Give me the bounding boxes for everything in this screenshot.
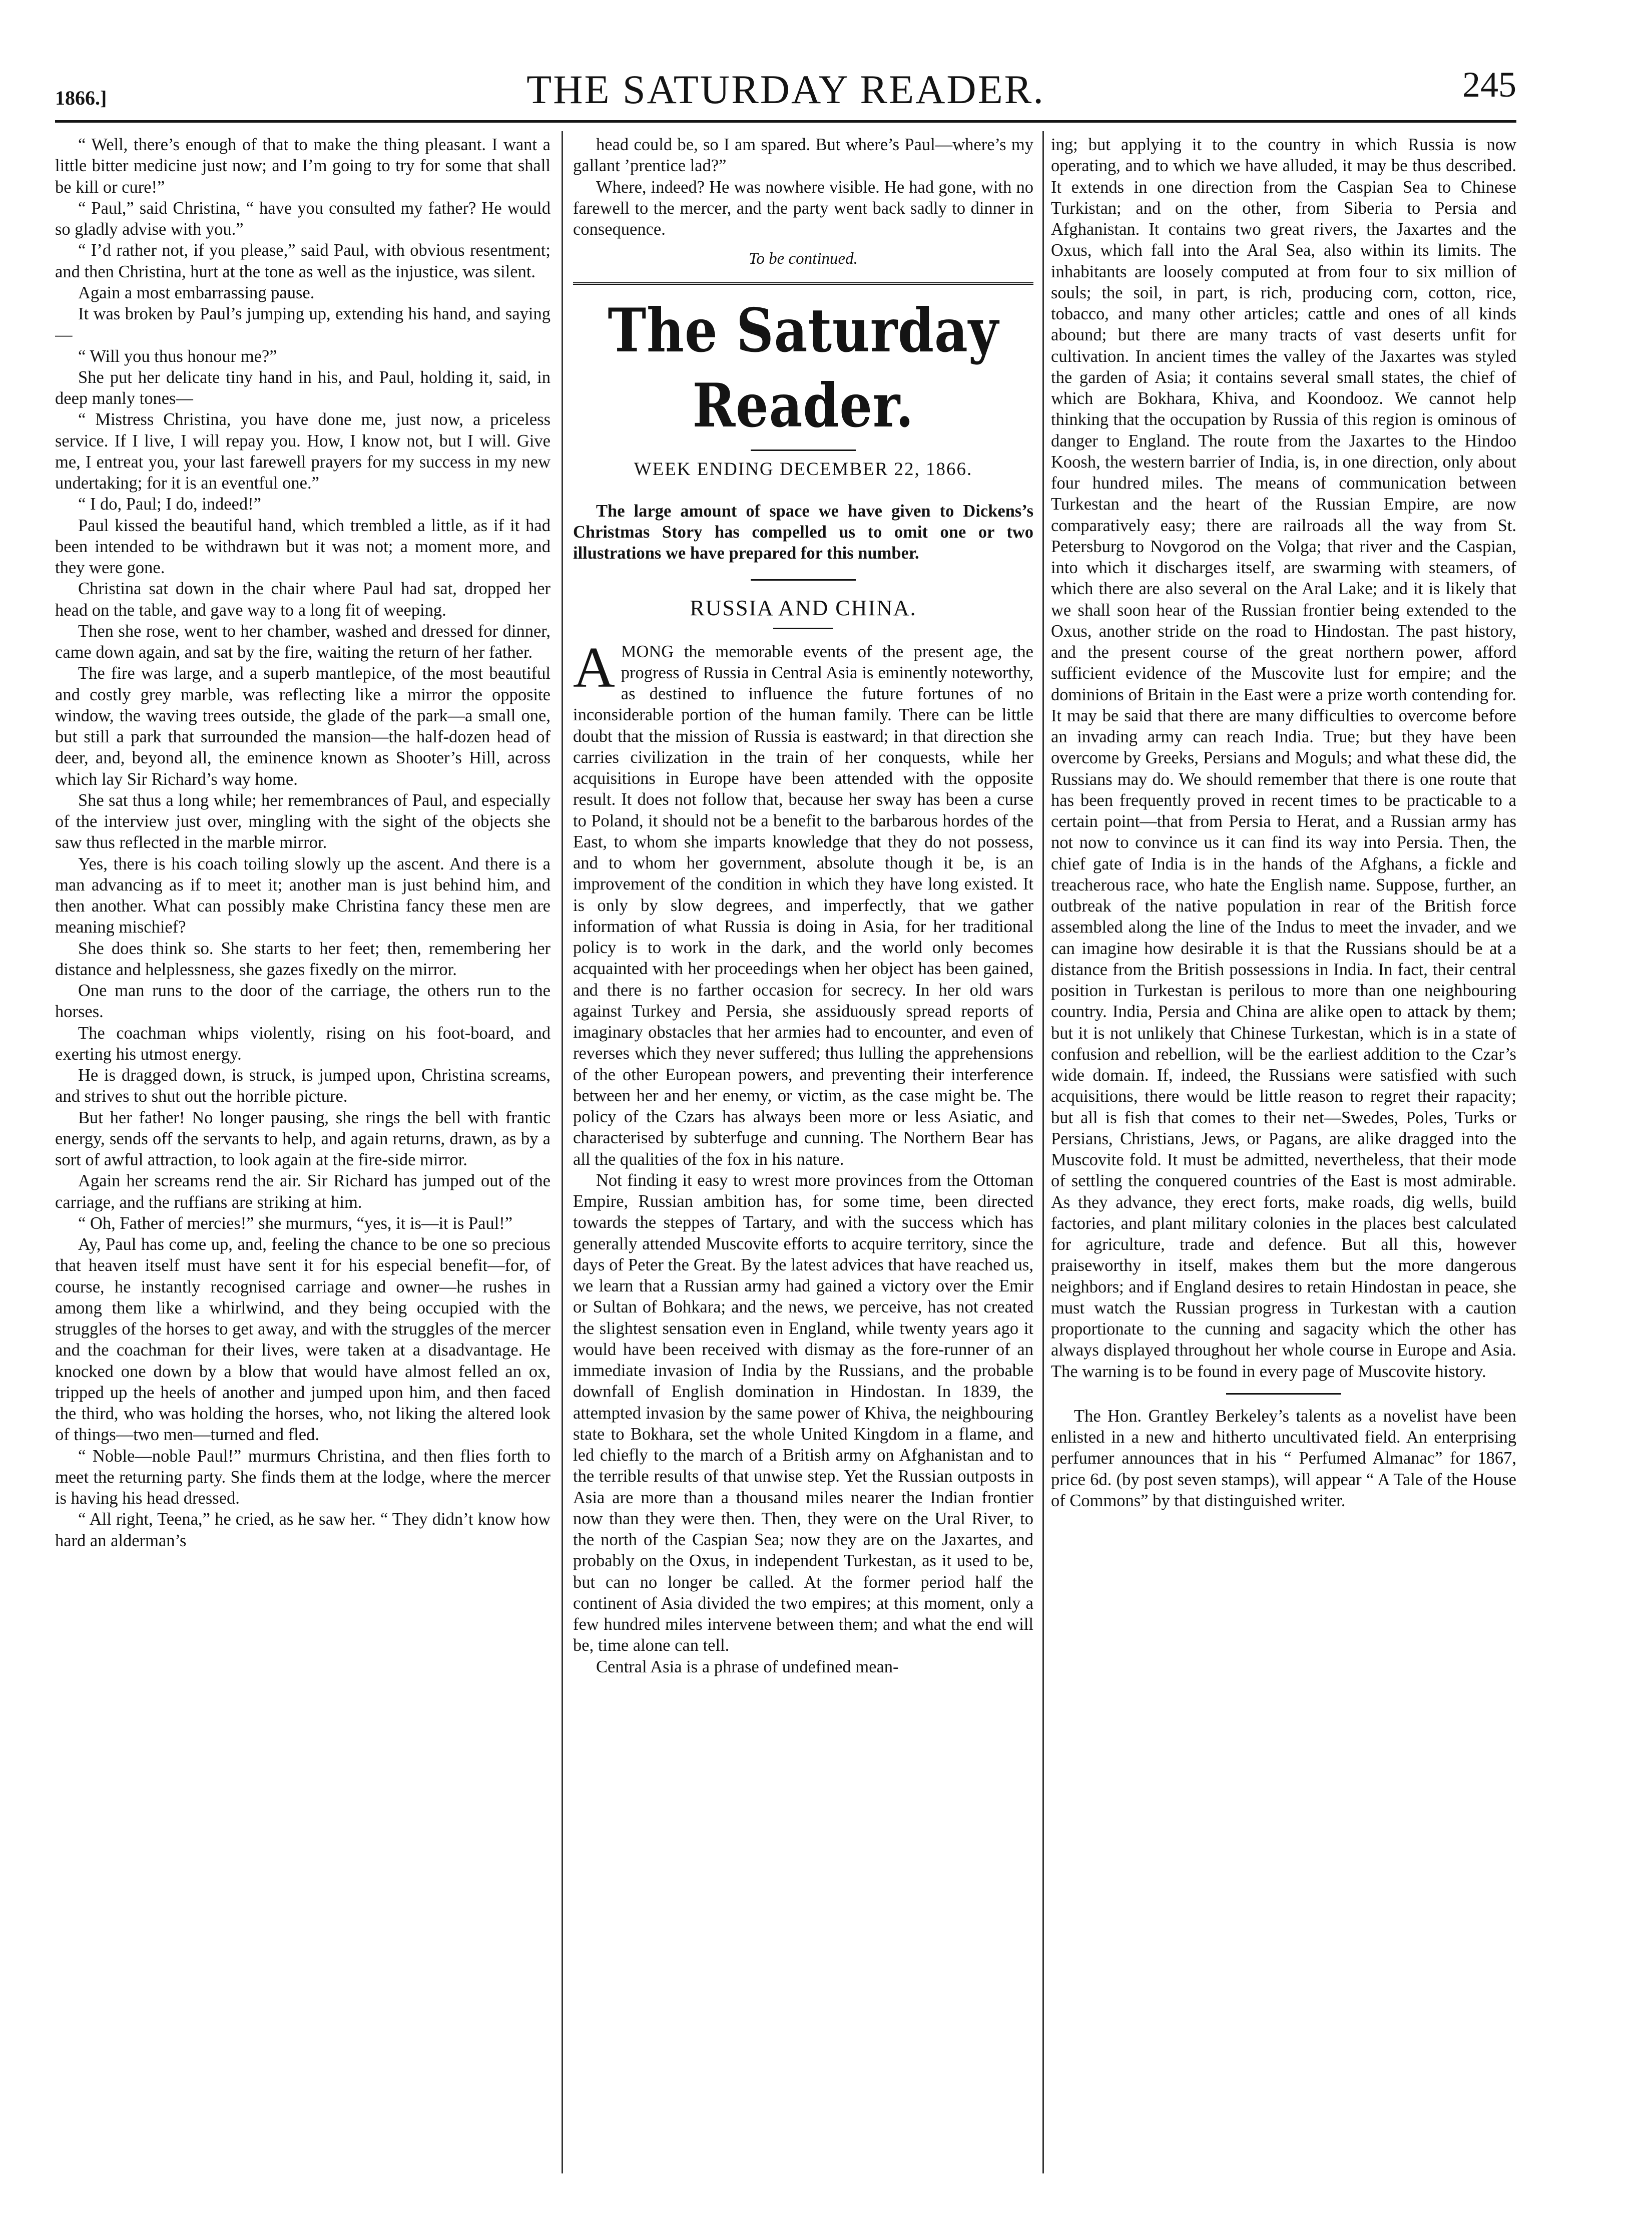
story-paragraph: One man runs to the door of the carriage, the others run to the horses. — [55, 981, 550, 1022]
column-divider — [562, 131, 563, 2173]
story-paragraph: Christina sat down in the chair where Paul had sat, dropped her head on the table, and gave way to a long fit of weeping. — [55, 579, 550, 620]
story-paragraph: It was broken by Paul’s jumping up, extending his hand, and saying— — [55, 304, 550, 345]
story-paragraph: “ Oh, Father of mercies!” she murmurs, “yes, it is—it is Paul!” — [78, 1213, 513, 1233]
section-rule — [751, 579, 856, 581]
publication-title: THE SATURDAY READER. — [526, 67, 1045, 112]
story-paragraph: She does think so. She starts to her feet; then, remembering her distance and helplessness, she gazes fixedly on the mirror. — [55, 939, 550, 979]
issue-year: 1866.] — [55, 87, 107, 109]
literary-note: The Hon. Grantley Berkeley’s talents as a novelist have been enlisted in a new and hitherto uncultivated field. An enterprising perfumer announces that in his “ Perfumed Almanac” for 1867, price 6d. (by post seven stamps), will appear “ A Tale of the House of Commons” by that distinguished writer. — [1051, 1406, 1516, 1510]
notice-text: The large amount of space we have given to Dickens’s Christmas Story has compelled us to omit one or two illustrations we have prepared for this number. — [573, 501, 1033, 563]
running-head — [55, 60, 1516, 115]
story-paragraph: “ I do, Paul; I do, indeed!” — [78, 495, 261, 514]
story-paragraph: The coachman whips violently, rising on his foot-board, and exerting his utmost energy. — [55, 1023, 550, 1064]
masthead-underline — [751, 450, 856, 451]
story-paragraph: “ Well, there’s enough of that to make the thing pleasant. I want a little bitter medicine just now; and I’m going to try for some that shall be kill or cure!” — [55, 135, 550, 197]
article-paragraph: ing; but applying it to the country in which Russia is now operating, and to which we have alluded, it may be thus described. It extends in one direction from the Caspian Sea to Chinese Turkistan; and on the other, from Siberia to Persia and Afghanistan. It contains two great rivers, the Jaxartes and the Oxus, which fall into the Aral Sea, also within its limits. The inhabitants are loosely computed at from four to six million of souls; the soil, in part, is rich, producing corn, cotton, rice, tobacco, and many other articles; cattle and ones of all kinds abound; but there are many tracts of vast deserts unfit for cultivation. In ancient times the valley of the Jaxartes was styled the garden of Asia; it contains several small states, the chief of which are Bokhara, Khiva, and Koondooz. We cannot help thinking that the occupation by Russia of this region is ominous of danger to England. The route from the Jaxartes to the Hindoo Koosh, the western barrier of India, is, in one direction, only about four hundred miles. The means of communication between Turkestan and the heart of the Russian Empire, are now comparatively easy; there are railroads all the way from St. Petersburg to Novgorod on the Volga; that river and the Caspian, into which it discharges itself, are swarming with steamers, of which there are also several on the Aral Lake; and it is likely that we shall soon hear of the Russian frontier being extended to the Oxus, another stride on the road to Hindostan. The past history, and the present course of the great northern power, afford sufficient evidence of the Muscovite lust for empire; and the dominions of Britain in the East were a prize worth contending for. It may be said that there are many difficulties to overcome before an invading army can reach India. True; but they have been overcome by Greeks, Persians and Moguls; and what these did, the Russians may do. We should remember that there is one route that has been frequently proved in recent times to be practicable to a certain point—that from Persia to Herat, and a Russian army has not now to convince us it can find its way into Persia. Then, the chief gate of India is in the hands of the Afghans, a fickle and treacherous race, who hate the English name. Suppose, further, an outbreak of the native population in rear of the British force assembled along the line of the Indus to meet the invader, and we can imagine how desirable it is that the Russians should be at a distance from the British possessions in India. In fact, their central position in Turkestan is perilous to more than one neighbouring country. India, Persia and China are alike open to attack by them; but it is not unlikely that Chinese Turkestan, which is in a state of confusion and rebellion, will be the earliest addition to the Czar’s wide domain. If, indeed, the Russians were satisfied with such acquisitions, there would be little reason to regret their rapacity; but all is fish that comes to their net—Swedes, Poles, Turks or Persians, Christians, Jews, or Pagans, are alike dragged into the Muscovite fold. It must be admitted, nevertheless, that their mode of settling the conquered countries of the East is most admirable. As they advance, they erect forts, make roads, dig wells, build factories, and plant military colonies in the places best calculated for agriculture, trade and defence. But all this, however praiseworthy in itself, makes them but the more dangerous neighbors; and if England desires to retain Hindostan in peace, she must watch the Russian progress in Turkestan with a caution proportionate to the cunning and sagacity which the other has always displayed throughout her whole course in Europe and Asia. The warning is to be found in every page of Muscovite history. — [1051, 135, 1516, 1381]
story-paragraph: But her father! No longer pausing, she rings the bell with frantic energy, sends off the servants to help, and again returns, drawn, as by a sort of awful attraction, to look again at the fire-side mirror. — [55, 1108, 550, 1169]
story-paragraph: She sat thus a long while; her remembrances of Paul, and especially of the interview just over, mingling with the sight of the objects she saw thus reflected in the marble mirror. — [55, 790, 550, 852]
story-paragraph: “ Mistress Christina, you have done me, just now, a priceless service. If I live, I will repay you. How, I know not, but I will. Give me, I entreat you, your last farewell prayers for my success in my new undertaking; for it is an eventful one.” — [55, 410, 550, 493]
column-right — [1051, 134, 1516, 2176]
story-paragraph: He is dragged down, is struck, is jumped upon, Christina screams, and strives to shut out the horrible picture. — [55, 1066, 550, 1106]
story-paragraph: Again her screams rend the air. Sir Richard has jumped out of the carriage, and the ruffians are striking at him. — [55, 1171, 550, 1212]
page-number: 245 — [1462, 65, 1516, 105]
column-middle — [573, 134, 1033, 2176]
story-paragraph: Paul kissed the beautiful hand, which trembled a little, as if it had been intended to be withdrawn but it was not; a moment more, and they were gone. — [55, 516, 550, 577]
story-paragraph: “ Noble—noble Paul!” murmurs Christina, and then flies forth to meet the returning party. She finds them at the lodge, where the mercer is having his head dressed. — [55, 1446, 550, 1508]
story-paragraph: Again a most embarrassing pause. — [78, 283, 315, 302]
editorial-notice — [573, 501, 1033, 564]
article-paragraph: Not finding it easy to wrest more provinces from the Ottoman Empire, Russian ambition has, for some time, been directed towards the steppes of Tartary, and with the success which has generally attended Muscovite efforts to acquire territory, since the days of Peter the Great. By the latest advices that have reached us, we learn that a Russian army had gained a victory over the Emir or Sultan of Bohkara; and the news, we perceive, has not created the slightest sensation even in England, while twenty years ago it would have been received with dismay as the fore-runner of an immediate invasion of India by the Russians, and the probable downfall of English domination in Hindostan. In 1839, the attempted invasion by the same power of Khiva, the neighbouring state to Bokhara, set the whole United Kingdom in a flame, and led chiefly to the march of a British army on Afghanistan and to the terrible results of that unwise step. Yet the Russian outposts in Asia are more than a thousand miles nearer the Indian frontier now than they were then. Then, they were on the Ural River, to the north of the Caspian Sea; now they are on the Jaxartes, and probably on the Oxus, in independent Turkestan, as it used to be, but can no longer be called. At the former period half the continent of Asia divided the two empires; at this moment, only a few hundred miles intervene between them; and what the end will be, time alone can tell. — [573, 1170, 1033, 1655]
story-paragraph: “ I’d rather not, if you please,” said Paul, with obvious resentment; and then Christina, hurt at the tone as well as the injustice, was silent. — [55, 241, 550, 281]
story-paragraph: Then she rose, went to her chamber, washed and dressed for dinner, came down again, and sat by the fire, waiting the return of her father. — [55, 621, 550, 662]
drop-cap: A — [573, 635, 615, 700]
story-paragraph: Yes, there is his coach toiling slowly up the ascent. And there is a man advancing as if to meet it; another man is just behind him, and then another. What can possibly make Christina fancy these men are meaning mischief? — [55, 854, 550, 937]
story-paragraph: She put her delicate tiny hand in his, and Paul, holding it, said, in deep manly tones— — [55, 367, 550, 408]
lead-text: MONG the memorable events of the present age, the progress of Russia in Central Asia is eminently noteworthy, as destined to influence the future fortunes of no inconsiderable portion of the human family. There can be little doubt that the mission of Russia is eastward; in that direction she carries civilization in the train of her conquests, while her acquisitions in Europe have been attended with the opposite result. It does not follow that, because her sway has been a curse to Poland, it should not be a benefit to the barbarous hordes of the East, to whom she imparts knowledge that they do not possess, and to whom her government, absolute though it be, is an improvement of the condition in which they have long existed. It is only by slow degrees, and imperfectly, that we gather information of what Russia is doing in Asia, for her traditional policy is to work in the dark, and the world only becomes acquainted with her proceedings when her object has been gained, and there is no farther occasion for secrecy. In her old wars against Turkey and Persia, she assiduously spread reports of imaginary obstacles that her armies had to encounter, and even of reverses which they never suffered; thus lulling the apprehensions of the other European powers, and preventing their interference between her and her enemy, or victim, as the case might be. The policy of the Czars has always been more or less Asiatic, and characterised by subterfuge and cunning. The Northern Bear has all the qualities of the fox in his nature. — [573, 642, 1033, 1169]
story-paragraph: head could be, so I am spared. But where’s Paul—where’s my gallant ’prentice lad?” — [573, 135, 1033, 176]
story-paragraph: “ All right, Teena,” he cried, as he saw her. “ They didn’t know how hard an alderman’s — [55, 1510, 550, 1550]
article-paragraph: Central Asia is a phrase of undefined mean- — [596, 1657, 899, 1676]
story-paragraph: “ Paul,” said Christina, “ have you consulted my father? He would so gladly advise with you.” — [55, 198, 550, 239]
column-left — [55, 134, 550, 2176]
week-ending: WEEK ENDING DECEMBER 22, 1866. — [634, 459, 973, 480]
column-divider — [1042, 131, 1044, 2173]
masthead-rule — [573, 282, 1033, 286]
story-paragraph: Ay, Paul has come up, and, feeling the chance to be one so precious that heaven itself must have sent it for his especial benefit—for, of course, he instantly recognised carriage and owner—he rushes in among them like a whirlwind, and they being occupied with the struggles of the horses to get away, and with the struggles of the mercer and the coachman for their lives, were taken at a disadvantage. He knocked one down by a blow that would have almost felled an ox, tripped up the heels of another and jumped upon him, and then faced the third, who was holding the horses, who, not liking the altered look of things—two men—turned and fled. — [55, 1235, 550, 1445]
to-be-continued: To be continued. — [749, 250, 858, 268]
article-title: RUSSIA AND CHINA. — [690, 595, 917, 620]
story-paragraph: Where, indeed? He was nowhere visible. He had gone, with no farewell to the mercer, and the party went back sadly to dinner in consequence. — [573, 177, 1033, 239]
header-rule — [55, 120, 1516, 123]
title-underline — [773, 628, 833, 629]
note-rule — [1226, 1393, 1341, 1395]
story-paragraph: The fire was large, and a superb mantlepice, of the most beautiful and costly grey marble, was reflecting like a mirror the opposite window, the waving trees outside, the glade of the park—a small one, but still a park that surrounded the mansion—the half-dozen head of deer, and, beyond all, the eminence known as Shooter’s Hill, across which lay Sir Richard’s way home. — [55, 664, 550, 789]
masthead-title: The Saturday Reader. — [608, 295, 999, 441]
article-lead-paragraph — [573, 635, 1033, 1170]
story-paragraph: “ Will you thus honour me?” — [78, 346, 277, 366]
